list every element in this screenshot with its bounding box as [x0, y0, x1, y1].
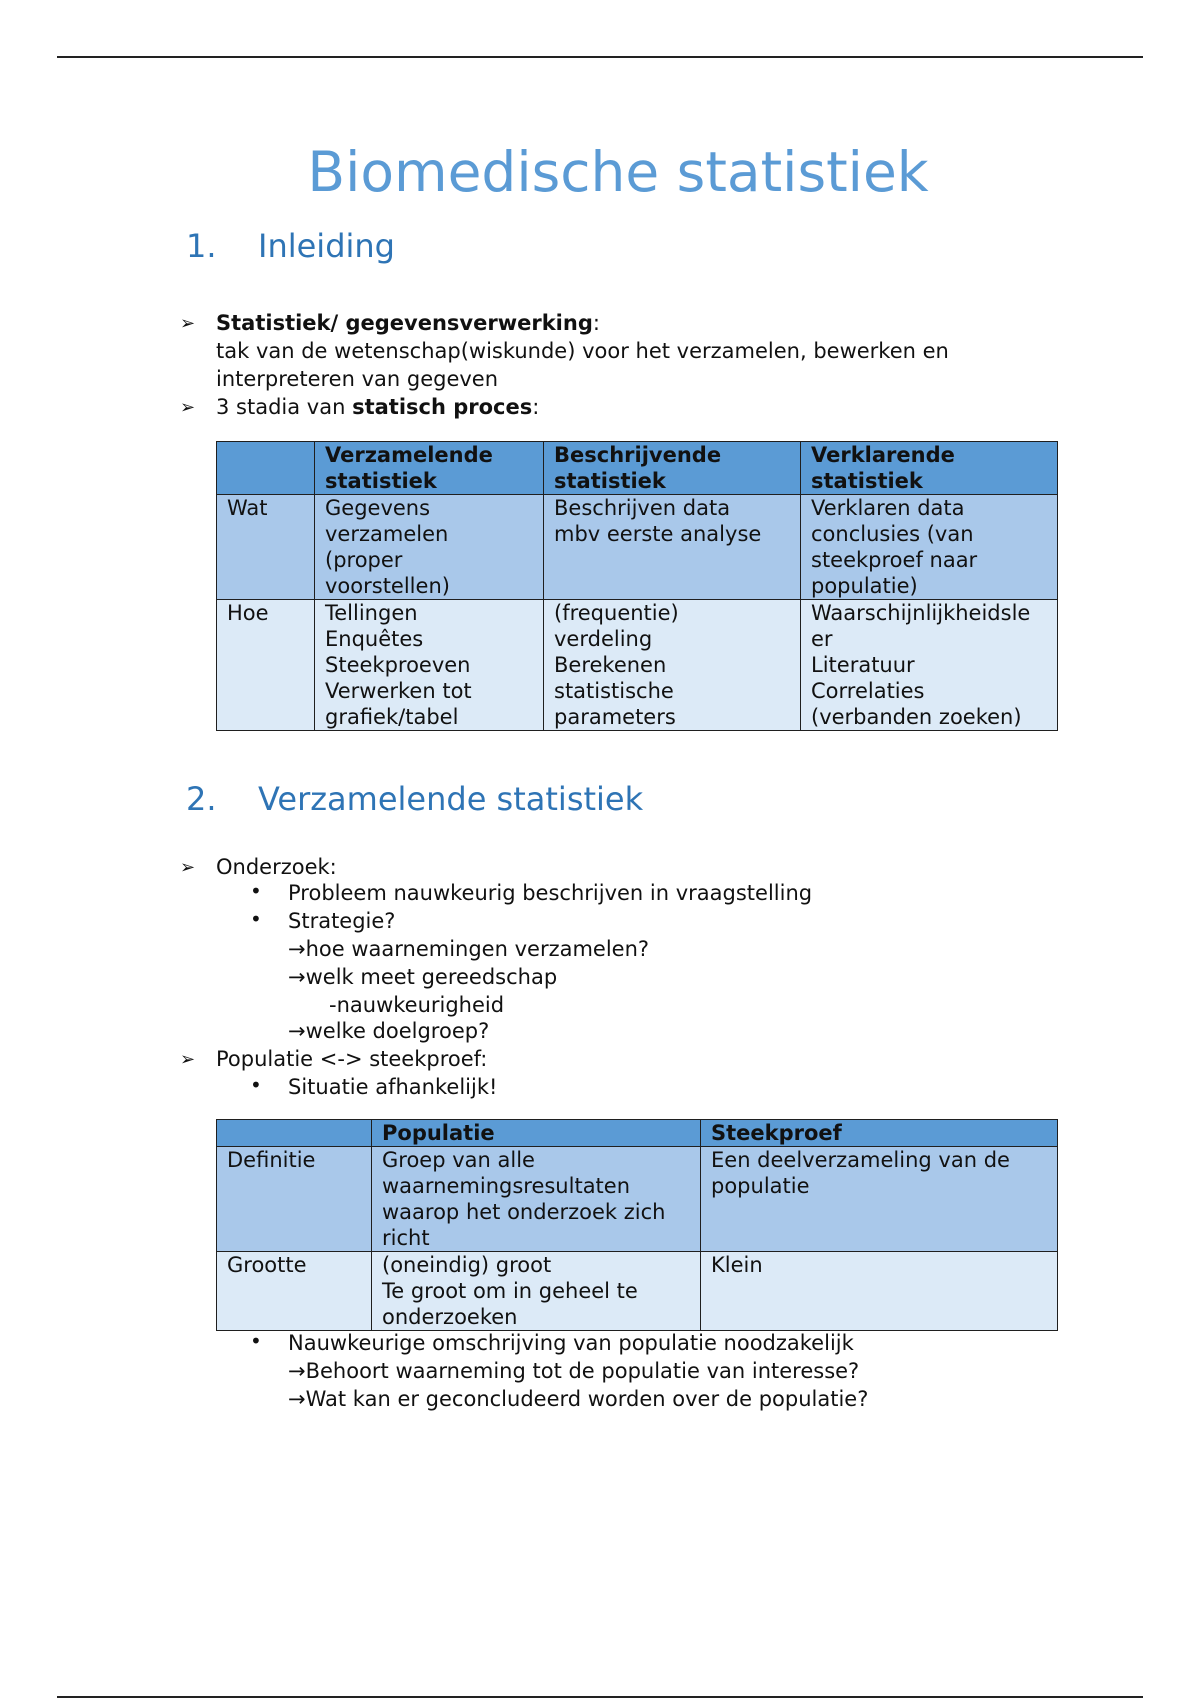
- bottom-rule: [57, 1696, 1143, 1698]
- dot-bullet-icon: •: [250, 1073, 262, 1097]
- dot-bullet-icon: •: [250, 879, 262, 903]
- row-label: Wat: [217, 495, 315, 600]
- list-item: Probleem nauwkeurig beschrijven in vraagstelling: [288, 881, 813, 905]
- section-title: Verzamelende statistiek: [258, 780, 644, 818]
- table-cell: Verklaren data conclusies (van steekproef naar populatie): [801, 495, 1058, 600]
- definition-text: tak van de wetenschap(wiskunde) voor het verzamelen, bewerken en: [216, 339, 949, 363]
- table-cell: Tellingen Enquêtes Steekproeven Verwerken tot grafiek/tabel: [315, 600, 544, 731]
- stadia-table: [216, 441, 1058, 731]
- sub-item: →hoe waarnemingen verzamelen?: [288, 937, 650, 961]
- arrow-bullet-icon: ➢: [180, 397, 196, 418]
- populatie-table: [216, 1119, 1058, 1331]
- table-header-cell: Populatie: [372, 1120, 701, 1147]
- term: Statistiek/ gegevensverwerking: [216, 311, 593, 335]
- row-label: Hoe: [217, 600, 315, 731]
- row-label: Grootte: [217, 1252, 372, 1331]
- sub-item: →Behoort waarneming tot de populatie van interesse?: [288, 1359, 860, 1383]
- table-header-cell: [217, 442, 315, 495]
- stadia-line: 3 stadia van statisch proces:: [216, 395, 540, 419]
- table-row: [217, 600, 1058, 731]
- table-row: [217, 495, 1058, 600]
- table-row: [217, 1147, 1058, 1252]
- table-header-row: [217, 442, 1058, 495]
- table-header-cell: Verklarende statistiek: [801, 442, 1058, 495]
- list-item: Strategie?: [288, 909, 396, 933]
- table-cell: Beschrijven data mbv eerste analyse: [544, 495, 801, 600]
- table-header-cell: Verzamelende statistiek: [315, 442, 544, 495]
- table-header-row: [217, 1120, 1058, 1147]
- table-cell: (frequentie) verdeling Berekenen statistische parameters: [544, 600, 801, 731]
- section-number: 1.: [186, 227, 217, 265]
- top-rule: [57, 56, 1143, 58]
- table-cell: (oneindig) groot Te groot om in geheel te onderzoeken: [372, 1252, 701, 1331]
- page-title: Biomedische statistiek: [307, 140, 929, 204]
- table-cell: Een deelverzameling van de populatie: [701, 1147, 1058, 1252]
- section-heading-2: [186, 780, 643, 818]
- arrow-bullet-icon: ➢: [180, 857, 196, 878]
- arrow-bullet-icon: ➢: [180, 1049, 196, 1070]
- row-label: Definitie: [217, 1147, 372, 1252]
- section-number: 2.: [186, 780, 217, 818]
- table-cell: Klein: [701, 1252, 1058, 1331]
- dot-bullet-icon: •: [250, 1329, 262, 1353]
- dot-bullet-icon: •: [250, 907, 262, 931]
- table-header-cell: [217, 1120, 372, 1147]
- sub-item: →welk meet gereedschap: [288, 965, 558, 989]
- onderzoek-line: Onderzoek:: [216, 855, 337, 879]
- table-cell: Waarschijnlijkheidsle er Literatuur Correlaties (verbanden zoeken): [801, 600, 1058, 731]
- sub-item: →welke doelgroep?: [288, 1019, 490, 1043]
- section-heading-1: [186, 227, 395, 265]
- list-item: Nauwkeurige omschrijving van populatie noodzakelijk: [288, 1331, 854, 1355]
- definition-line: Statistiek/ gegevensverwerking:: [216, 311, 600, 335]
- table-cell: Groep van alle waarnemingsresultaten waarop het onderzoek zich richt: [372, 1147, 701, 1252]
- sub-item: →Wat kan er geconcludeerd worden over de populatie?: [288, 1387, 869, 1411]
- table-row: [217, 1252, 1058, 1331]
- table-cell: Gegevens verzamelen (proper voorstellen): [315, 495, 544, 600]
- table-header-cell: Beschrijvende statistiek: [544, 442, 801, 495]
- list-item: Situatie afhankelijk!: [288, 1075, 498, 1099]
- arrow-bullet-icon: ➢: [180, 313, 196, 334]
- section-title: Inleiding: [258, 227, 395, 265]
- table-header-cell: Steekproef: [701, 1120, 1058, 1147]
- sub-item: -nauwkeurigheid: [329, 993, 505, 1017]
- populatie-line: Populatie <-> steekproef:: [216, 1047, 488, 1071]
- definition-text-2: interpreteren van gegeven: [216, 367, 499, 391]
